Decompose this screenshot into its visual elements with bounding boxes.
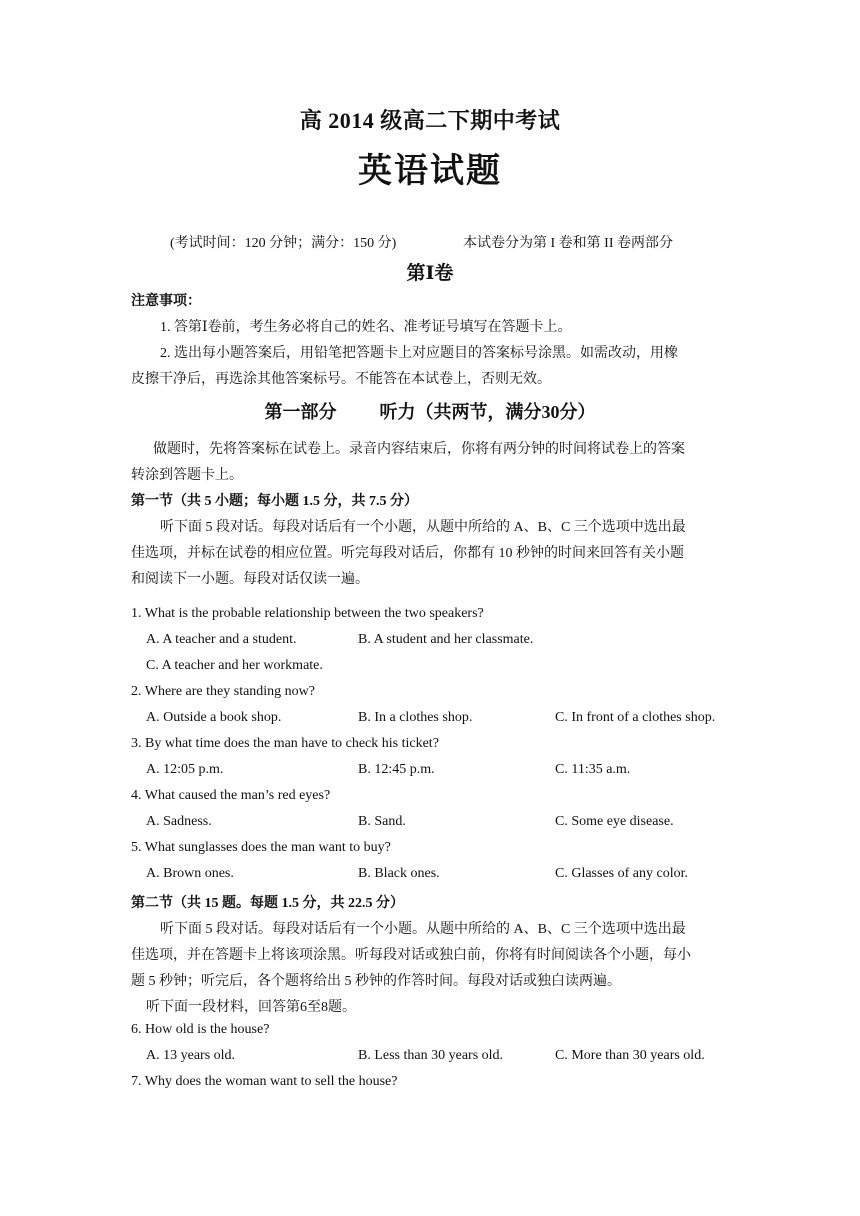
question-7-stem: 7. Why does the woman want to sell the house? [131,1074,398,1089]
notice-item-2-line2: 皮擦干净后，再选涂其他答案标号。不能答在本试卷上，否则无效。 [131,372,551,387]
question-3-option-c: C. 11:35 a.m. [555,762,631,777]
question-4-option-a: A. Sadness. [146,814,212,829]
question-5-option-b: B. Black ones. [358,866,440,881]
section1-heading: 第一节（共 5 小题；每小题 1.5 分，共 7.5 分） [131,494,418,509]
question-1-option-c: C. A teacher and her workmate. [146,658,323,673]
section2-line3: 题 5 秒钟；听完后，各个题将给出 5 秒钟的作答时间。每段对话或独白读两遍。 [131,974,621,989]
question-2-option-a: A. Outside a book shop. [146,710,282,725]
notice-item-1: 1. 答第Ⅰ卷前，考生务必将自己的姓名、准考证号填写在答题卡上。 [160,320,572,335]
exam-subject-title: 英语试题 [358,153,502,190]
part1-desc: 听力（共两节，满分30分） [379,402,596,422]
question-6-option-b: B. Less than 30 years old. [358,1048,504,1063]
question-5-stem: 5. What sunglasses does the man want to buy? [131,840,391,855]
part1-name: 第一部分 [264,402,337,422]
section2-heading: 第二节（共 15 题。每题 1.5 分，共 22.5 分） [131,896,404,911]
notice-heading: 注意事项： [131,294,201,309]
question-6-option-c: C. More than 30 years old. [555,1048,705,1063]
question-4-option-b: B. Sand. [358,814,406,829]
question-1-option-b: B. A student and her classmate. [358,632,534,647]
part1-intro-line2: 转涂到答题卡上。 [131,468,243,483]
question-1-option-a: A. A teacher and a student. [146,632,297,647]
section2-line1: 听下面 5 段对话。每段对话后有一个小题。从题中所给的 A、B、C 三个选项中选出最 [160,922,686,937]
section1-line3: 和阅读下一小题。每段对话仅读一遍。 [131,572,369,587]
section2-line2: 佳选项，并在答题卡上将该项涂黑。听每段对话或独白前，你将有时间阅读各个小题，每小 [131,948,691,963]
question-2-option-b: B. In a clothes shop. [358,710,473,725]
section2-line4: 听下面一段材料，回答第6至8题。 [146,1000,356,1015]
part1-heading [0,398,860,424]
question-5-option-a: A. Brown ones. [146,866,234,881]
question-5-option-c: C. Glasses of any color. [555,866,688,881]
question-3-stem: 3. By what time does the man have to check his ticket? [131,736,439,751]
exam-parts-info: 本试卷分为第 I 卷和第 II 卷两部分 [463,236,673,251]
question-3-option-b: B. 12:45 p.m. [358,762,435,777]
question-3-option-a: A. 12:05 p.m. [146,762,224,777]
question-4-stem: 4. What caused the man’s red eyes? [131,788,331,803]
section1-line1: 听下面 5 段对话。每段对话后有一个小题，从题中所给的 A、B、C 三个选项中选出最 [160,520,686,535]
exam-time-info: (考试时间：120 分钟；满分：150 分) [170,236,397,251]
volume-title: 第Ⅰ卷 [406,263,454,284]
notice-item-2-line1: 2. 选出每小题答案后，用铅笔把答题卡上对应题目的答案标号涂黑。如需改动，用橡 [160,346,678,361]
question-1-stem: 1. What is the probable relationship between the two speakers? [131,606,484,621]
section1-line2: 佳选项，并标在试卷的相应位置。听完每段对话后，你都有 10 秒钟的时间来回答有关小题 [131,546,684,561]
question-4-option-c: C. Some eye disease. [555,814,674,829]
part1-intro-line1: 做题时，先将答案标在试卷上。录音内容结束后，你将有两分钟的时间将试卷上的答案 [153,442,685,457]
question-6-stem: 6. How old is the house? [131,1022,270,1037]
question-6-option-a: A. 13 years old. [146,1048,236,1063]
exam-title: 高 2014 级高二下期中考试 [299,108,561,133]
question-2-option-c: C. In front of a clothes shop. [555,710,716,725]
question-2-stem: 2. Where are they standing now? [131,684,316,699]
